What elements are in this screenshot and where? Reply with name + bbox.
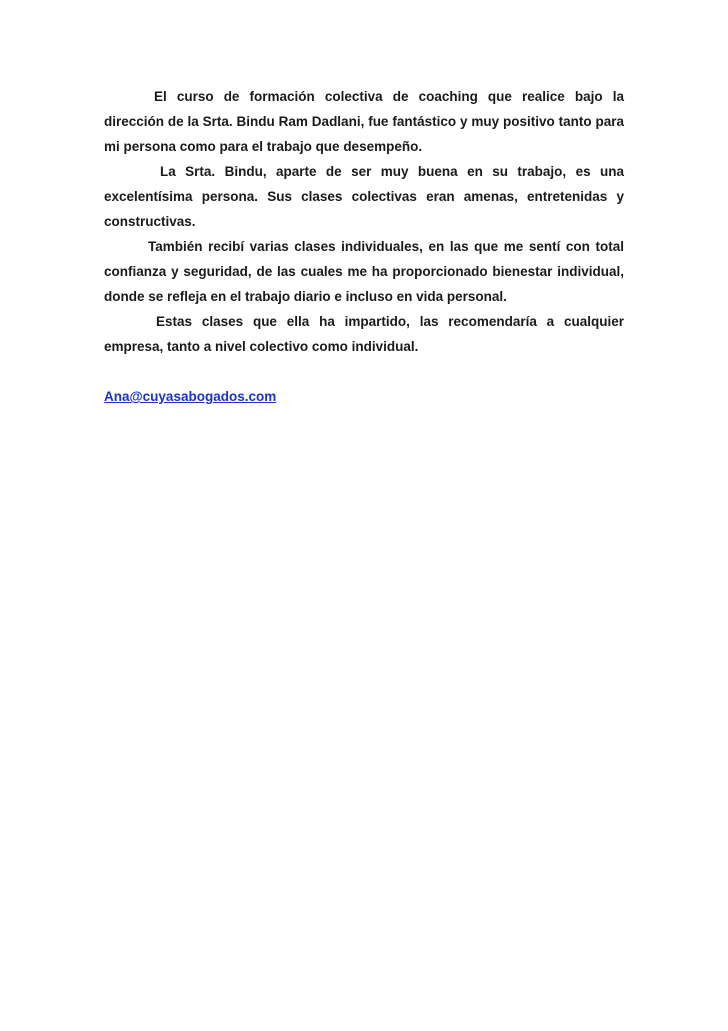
paragraph-instructor: La Srta. Bindu, aparte de ser muy buena en su trabajo, es una excelentísima persona. Sus clases colectivas eran amenas, entretenidas y constructivas. [104, 164, 624, 229]
email-link[interactable]: Ana@cuyasabogados.com [104, 389, 277, 404]
email-line [104, 384, 624, 409]
paragraph-course: El curso de formación colectiva de coaching que realice bajo la dirección de la Srta. Bindu Ram Dadlani, fue fantástico y muy positivo tanto para mi persona como para el trabajo que desempeño. [104, 89, 624, 154]
paragraph-recommendation: Estas clases que ella ha impartido, las recomendaría a cualquier empresa, tanto a nivel colectivo como individual. [104, 314, 624, 354]
paragraph-individual-classes: También recibí varias clases individuales, en las que me sentí con total confianza y seguridad, de las cuales me ha proporcionado bienestar individual, donde se refleja en el trabajo diario e incluso en vida personal. [104, 239, 624, 304]
document-page [104, 84, 624, 409]
